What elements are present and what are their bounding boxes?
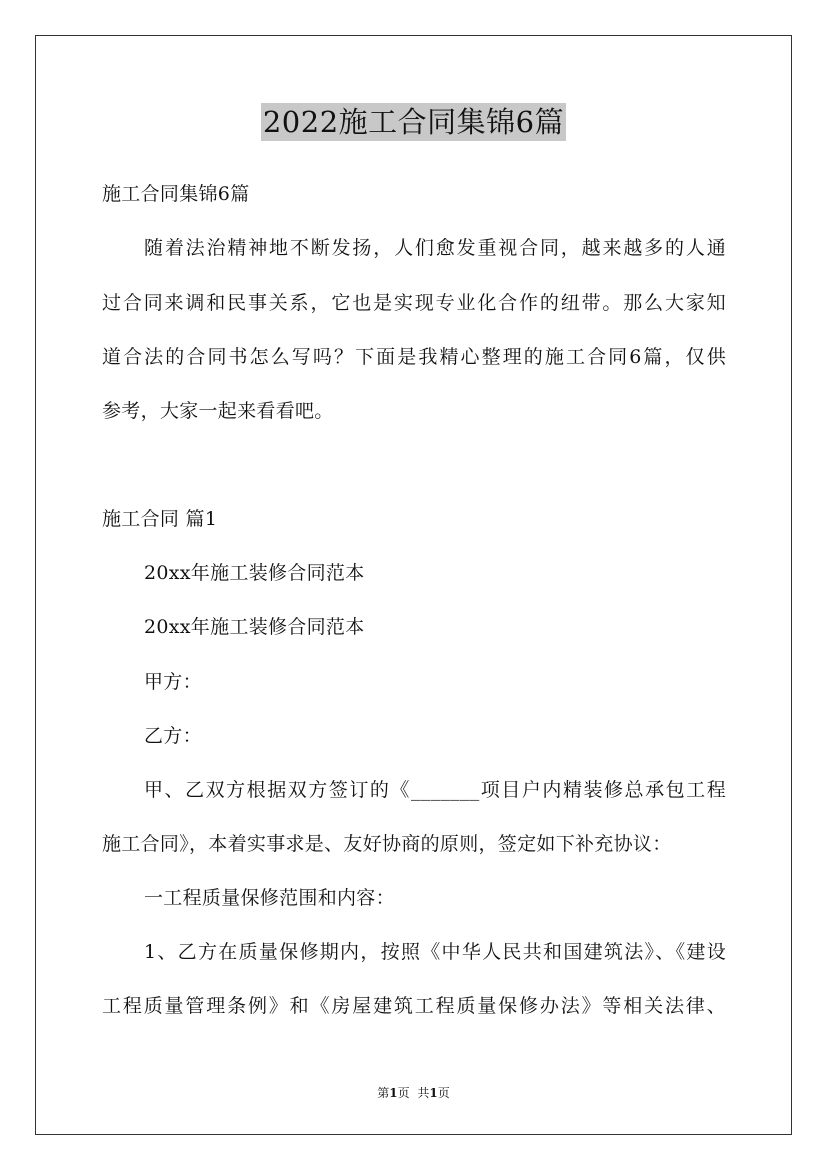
clause-1-line-1: 1、乙方在质量保修期内，按照《中华人民共和国建筑法》、《建设 [144,941,726,963]
party-b-label: 乙方： [144,725,202,747]
clause-heading: 一工程质量保修范围和内容： [144,887,395,909]
contract-title-1: 20xx年施工装修合同范本 [144,562,365,584]
intro-line-3: 道合法的合同书怎么写吗？下面是我精心整理的施工合同6篇，仅供 [102,346,726,368]
section-heading: 施工合同 篇1 [102,508,218,530]
title-container [0,103,827,141]
document-title: 2022施工合同集锦6篇 [262,105,565,139]
footer-page-number: 1 [389,1086,398,1100]
document-subtitle: 施工合同集锦6篇 [102,183,250,205]
footer-total-number: 1 [429,1086,438,1100]
footer-page-suffix: 页 [397,1086,410,1100]
footer-total-label: 共 [417,1086,430,1100]
footer-total-suffix: 页 [437,1086,450,1100]
agreement-line-2: 施工合同》，本着实事求是、友好协商的原则，签定如下补充协议： [102,833,672,855]
page-footer [0,1085,827,1101]
intro-line-4: 参考，大家一起来看看吧。 [102,400,334,422]
contract-title-2: 20xx年施工装修合同范本 [144,616,365,638]
clause-1-line-2: 工程质量管理条例》和《房屋建筑工程质量保修办法》等相关法律、 [102,995,726,1017]
intro-line-2: 过合同来调和民事关系，它也是实现专业化合作的纽带。那么大家知 [102,292,726,314]
agreement-line-1: 甲、乙双方根据双方签订的《_______项目户内精装修总承包工程 [144,779,726,801]
footer-page-label: 第 [377,1086,390,1100]
party-a-label: 甲方： [144,671,202,693]
intro-line-1: 随着法治精神地不断发扬，人们愈发重视合同，越来越多的人通 [144,237,726,259]
